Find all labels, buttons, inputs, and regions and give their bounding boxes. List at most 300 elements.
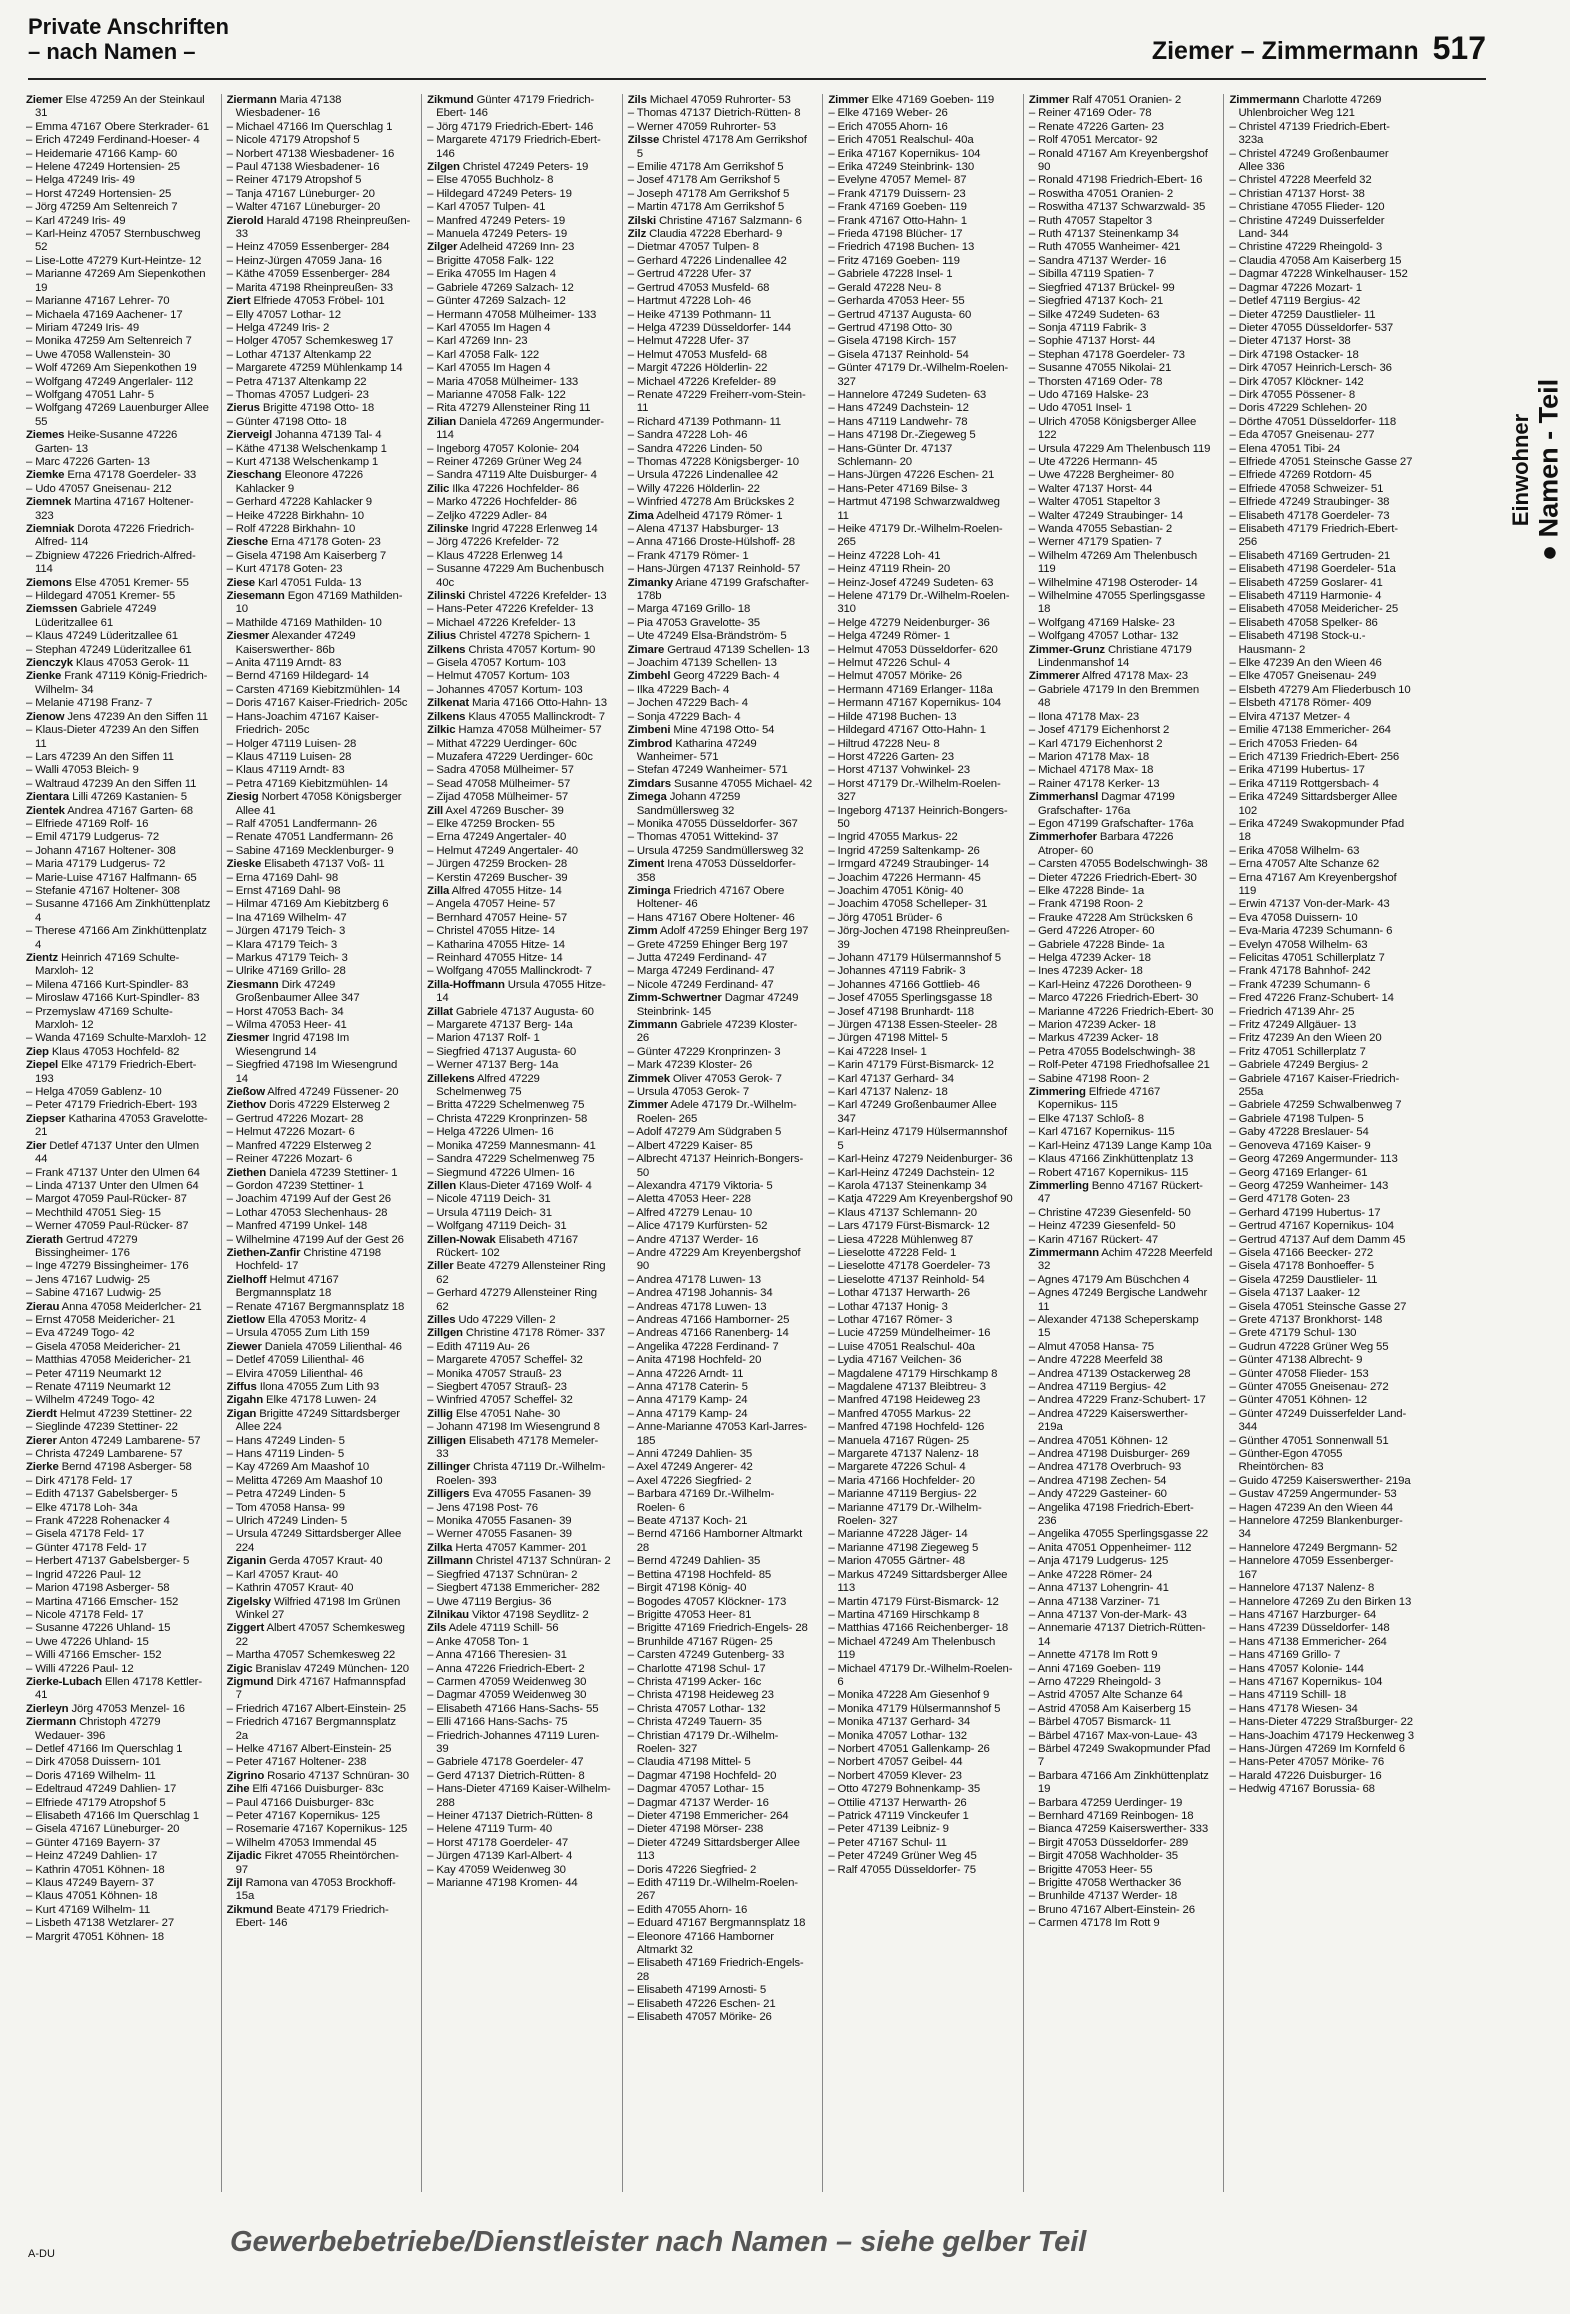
listing-entry: – Siegfried 47137 Schnüran- 2 — [427, 1568, 578, 1581]
listing-column — [221, 94, 412, 2192]
listing-entry: – Michael 47166 Im Querschlag 1 — [226, 120, 393, 133]
listing-entry: – Horst 47226 Garten- 23 — [828, 750, 954, 763]
listing-entry: – Stefan 47249 Wanheimer- 571 — [627, 764, 788, 777]
listing-entry: – Georg 47269 Angermunder- 113 — [1229, 1153, 1398, 1166]
listing-entry: – Karl 47055 Im Hagen 4 — [427, 321, 551, 334]
listing-entry: – Anna 47137 Von-der-Mark- 43 — [1028, 1608, 1187, 1621]
listing-entry: – Hans 47119 Linden- 5 — [226, 1448, 345, 1461]
listing-entry: – Johannes 47119 Fabrik- 3 — [828, 965, 966, 978]
listing-entry: – Rosemarie 47167 Kopernikus- 125 — [226, 1823, 408, 1836]
listing-entry: – Georg 47169 Erlanger- 61 — [1229, 1166, 1368, 1179]
listing-entry: – Marko 47226 Hochfelder- 86 — [427, 496, 577, 509]
listing-entry: Zilligers Eva 47055 Fasanen- 39 — [427, 1488, 591, 1501]
listing-entry: – Hans-Jürgen 47226 Eschen- 21 — [828, 469, 995, 482]
listing-entry: – Christine 47239 Giesenfeld- 50 — [1028, 1206, 1191, 1219]
listing-entry: – Wilhelmine 47055 Sperlingsgasse 18 — [1028, 590, 1206, 616]
listing-entry: – Wolfgang 47119 Deich- 31 — [427, 1220, 567, 1233]
listing-entry: Ziewer Daniela 47059 Lilienthal- 46 — [226, 1340, 402, 1353]
listing-entry: – Adolf 47279 Am Südgraben 5 — [627, 1126, 782, 1139]
listing-entry: – Bernd 47166 Hamborner Altmarkt 28 — [627, 1528, 803, 1554]
listing-entry: – Johann 47179 Hülsermannshof 5 — [828, 952, 1001, 964]
listing-entry: – Karin 47167 Rückert- 47 — [1028, 1233, 1159, 1246]
listing-entry: – Sibilla 47119 Spatien- 7 — [1028, 268, 1154, 281]
listing-entry: – Holger 47057 Schemkesweg 17 — [226, 335, 394, 348]
listing-entry: – Eva 47058 Duissern- 10 — [1229, 911, 1358, 924]
listing-entry: – Ruth 47137 Steinenkamp 34 — [1028, 228, 1179, 241]
listing-entry: – Anna 47179 Kamp- 24 — [627, 1394, 748, 1407]
listing-entry: – Dirk 47178 Feld- 17 — [26, 1474, 133, 1487]
listing-entry: – Rolf-Peter 47198 Friedhofsallee 21 — [1028, 1059, 1210, 1072]
side-tab-line-2: ● Namen - Teil — [1533, 378, 1564, 562]
listing-entry: – Hannelore 47059 Essenberger- 167 — [1229, 1555, 1394, 1581]
listing-entry: – Siegbert 47138 Emmericher- 282 — [427, 1582, 600, 1595]
listing-entry: – Helmut 47057 Mörike- 26 — [828, 670, 962, 683]
listing-entry: – Nicole 47119 Deich- 31 — [427, 1193, 551, 1206]
listing-entry: Ziemniak Dorota 47226 Friedrich-Alfred- 114 — [26, 523, 195, 549]
listing-entry: – Elke 47178 Loh- 34a — [26, 1501, 138, 1514]
listing-entry: – Ursula 47249 Sittardsberger Allee 224 — [226, 1528, 402, 1554]
listing-entry: Ziesmer Ingrid 47198 Im Wiesengrund 14 — [226, 1032, 350, 1058]
listing-entry: – Norbert 47138 Wiesbadener- 16 — [226, 147, 395, 160]
listing-entry: – Manfred 47055 Markus- 22 — [828, 1407, 971, 1420]
listing-entry: – Paul 47166 Duisburger- 83c — [226, 1796, 374, 1809]
listing-entry: – Emilie 47138 Emmericher- 264 — [1229, 724, 1391, 737]
listing-entry: – Andrea 47229 Kaiserswerther- 219a — [1028, 1407, 1188, 1434]
listing-entry: – Ute 47226 Hermann- 45 — [1028, 455, 1158, 468]
listing-entry: – Carsten 47169 Kiebitzmühlen- 14 — [226, 683, 401, 696]
listing-entry: – Ingrid 47055 Markus- 22 — [828, 831, 958, 844]
listing-entry: – Katja 47229 Am Kreyenbergshof 90 — [828, 1193, 1013, 1206]
listing-entry: – Kurt 47138 Welschenkamp 1 — [226, 455, 379, 468]
listing-entry: Zilz Claudia 47228 Eberhard- 9 — [627, 228, 783, 241]
listing-entry: – Johann 47167 Holtener- 308 — [26, 844, 176, 857]
listing-entry: – Brunhilde 47167 Rügen- 25 — [627, 1635, 773, 1648]
listing-entry: – Ingeborg 47057 Kolonie- 204 — [427, 442, 580, 455]
listing-entry: – Gisela 47058 Meidericher- 21 — [26, 1340, 181, 1353]
listing-entry: – Günter 47229 Kronprinzen- 3 — [627, 1045, 781, 1058]
listing-entry: – Monika 47055 Fasanen- 39 — [427, 1515, 572, 1528]
listing-entry: – Helga 47239 Acker- 18 — [1028, 952, 1151, 964]
listing-entry: – Karin 47179 Fürst-Bismarck- 12 — [828, 1059, 994, 1072]
listing-entry: – Friedrich-Johannes 47119 Luren- 39 — [427, 1729, 600, 1755]
listing-entry: – Sabine 47198 Roon- 2 — [1028, 1072, 1150, 1085]
listing-entry: – Bärbel 47249 Swakopmunder Pfad 7 — [1028, 1742, 1211, 1769]
listing-entry: – Sophie 47137 Horst- 44 — [1028, 335, 1156, 348]
listing-entry: – Horst 47179 Dr.-Wilhelm-Roelen- 327 — [828, 777, 1001, 804]
listing-entry: – Alena 47137 Habsburger- 13 — [627, 523, 779, 535]
listing-entry: – Ines 47239 Acker- 18 — [1028, 965, 1143, 978]
listing-entry: – Karl-Heinz 47057 Sternbuschweg 52 — [26, 228, 201, 254]
listing-entry: – Petra 47249 Linden- 5 — [226, 1488, 346, 1501]
listing-entry: Zillat Gabriele 47137 Augusta- 60 — [427, 1005, 594, 1018]
listing-entry: – Elfriede 47169 Rolf- 16 — [26, 817, 149, 830]
listing-entry: – Hannelore 47259 Blankenburger- 34 — [1229, 1515, 1403, 1541]
listing-entry: – Gisela 47198 Kirch- 157 — [828, 335, 957, 348]
listing-entry: – Martha 47057 Schemkesweg 22 — [226, 1649, 396, 1662]
listing-entry: – Hans 47057 Kolonie- 144 — [1229, 1662, 1364, 1675]
listing-entry: – Helga 47239 Düsseldorfer- 144 — [627, 321, 791, 334]
listing-entry: – Andreas 47166 Hamborner- 25 — [627, 1313, 790, 1326]
listing-entry: – Mechthild 47051 Sieg- 15 — [26, 1206, 161, 1219]
listing-entry: – Lothar 47053 Slechenhaus- 28 — [226, 1206, 388, 1219]
listing-entry: – Margarete 47057 Scheffel- 32 — [427, 1354, 583, 1367]
listing-entry: – Erna 47057 Alte Schanze 62 — [1229, 858, 1380, 871]
listing-entry: – Frank 47169 Goeben- 119 — [828, 201, 967, 214]
listing-entry: – Dieter 47198 Emmericher- 264 — [627, 1810, 789, 1822]
listing-entry: – Gabriele 47269 Salzach- 12 — [427, 281, 574, 294]
listing-entry: – Frank 47179 Duissern- 23 — [828, 187, 966, 200]
listing-entry: – Anita 47051 Oppenheimer- 112 — [1028, 1541, 1192, 1554]
listing-entry: Zientek Andrea 47167 Garten- 68 — [26, 804, 193, 817]
listing-entry: – Richard 47139 Pothmann- 11 — [627, 415, 781, 428]
listing-entry: – Gerhard 47199 Hubertus- 17 — [1229, 1206, 1381, 1219]
listing-entry: Zikmund Günter 47179 Friedrich-Ebert- 146 — [427, 94, 595, 120]
listing-entry: – Manfred 47249 Peters- 19 — [427, 214, 566, 227]
listing-entry: Zimbehl Georg 47229 Bach- 4 — [627, 670, 780, 683]
listing-entry: – Michael 47226 Krefelder- 89 — [627, 375, 776, 388]
listing-entry: – Lieselotte 47228 Feld- 1 — [828, 1246, 957, 1259]
listing-entry: Zijadic Fikret 47055 Rheintörchen- 97 — [226, 1850, 399, 1876]
listing-entry: – Katharina 47055 Hitze- 14 — [427, 938, 565, 951]
listing-entry: – Erna 47167 Am Kreyenbergshof 119 — [1229, 871, 1397, 897]
listing-entry: Zillgen Christine 47178 Römer- 337 — [427, 1327, 606, 1340]
listing-entry: Zimbrod Katharina 47249 Wanheimer- 571 — [627, 737, 757, 763]
listing-entry: – Klaus 47137 Schlemann- 20 — [828, 1206, 977, 1219]
listing-entry: – Albert 47229 Kaiser- 85 — [627, 1139, 753, 1152]
listing-entry: Zigmund Dirk 47167 Hafmannspfad 7 — [226, 1675, 406, 1702]
listing-entry: – Lothar 47167 Römer- 3 — [828, 1313, 953, 1326]
listing-entry: Zießow Alfred 47249 Füssener- 20 — [226, 1086, 399, 1099]
listing-entry: – Dieter 47226 Friedrich-Ebert- 30 — [1028, 871, 1197, 884]
listing-entry: – Anna 47137 Lohengrin- 41 — [1028, 1582, 1169, 1595]
listing-entry: – Guido 47259 Kaiserswerther- 219a — [1229, 1474, 1411, 1487]
listing-entry: – Christiane 47055 Flieder- 120 — [1229, 201, 1385, 214]
listing-entry: – Peter 47139 Leibniz- 9 — [828, 1823, 949, 1836]
listing-entry: Zientz Heinrich 47169 Schulte-Marxloh- 12 — [26, 952, 180, 978]
listing-entry: – Wolfgang 47249 Angerlaler- 112 — [26, 375, 194, 388]
header-line-1: Private Anschriften — [28, 14, 229, 39]
listing-entry: – Gisela 47178 Bonhoeffer- 5 — [1229, 1260, 1374, 1273]
listing-entry: – Marion 47055 Gärtner- 48 — [828, 1555, 965, 1568]
listing-entry: – Manuela 47249 Peters- 19 — [427, 228, 568, 241]
listing-entry: – Manfred 47229 Elsterweg 2 — [226, 1139, 372, 1152]
listing-entry: – Erika 47055 Im Hagen 4 — [427, 268, 556, 281]
listing-entry: – Winfried 47278 Am Brückskes 2 — [627, 496, 795, 509]
listing-entry: – Klaus 47249 Bayern- 37 — [26, 1877, 155, 1890]
listing-entry: – Ursula 47259 Sandmüllersweg 32 — [627, 844, 804, 857]
listing-entry: Zierau Anna 47058 Meiderlcher- 21 — [26, 1300, 202, 1313]
listing-entry: – Kerstin 47269 Buscher- 39 — [427, 871, 568, 884]
listing-entry: – Pia 47053 Gravelotte- 35 — [627, 616, 760, 629]
listing-entry: – Margarete 47259 Mühlenkamp 14 — [226, 362, 403, 375]
listing-entry: – Jürgen 47259 Brocken- 28 — [427, 858, 568, 871]
listing-entry: – Nicole 47178 Feld- 17 — [26, 1608, 144, 1621]
listing-entry: – Hans-Peter 47169 Bilse- 3 — [828, 482, 968, 495]
listing-entry: – Gerharda 47053 Heer- 55 — [828, 295, 965, 308]
listing-entry: Zilkens Christa 47057 Kortum- 90 — [427, 643, 596, 656]
listing-entry: Zillinger Christa 47119 Dr.-Wilhelm-Roelen- 393 — [427, 1461, 606, 1487]
listing-entry: – Christel 47249 Großenbaumer Allee 336 — [1229, 147, 1389, 174]
listing-entry: – Eduard 47167 Bergmannsplatz 18 — [627, 1917, 806, 1930]
listing-entry: – Dieter 47055 Düsseldorfer- 537 — [1229, 321, 1394, 334]
listing-entry: – Bernhard 47169 Reinbogen- 18 — [1028, 1810, 1194, 1822]
listing-entry: – Andrea 47198 Zechen- 54 — [1028, 1474, 1167, 1487]
listing-entry: – Lothar 47137 Herwarth- 26 — [828, 1287, 970, 1300]
listing-entry: – Erika 47058 Wilhelm- 63 — [1229, 844, 1360, 857]
listing-entry: – Jutta 47249 Ferdinand- 47 — [627, 952, 767, 964]
listing-entry: – Marion 47178 Max- 18 — [1028, 750, 1150, 763]
listing-entry: – Siegmund 47226 Ulmen- 16 — [427, 1166, 575, 1179]
listing-entry: – Reiner 47269 Grüner Weg 24 — [427, 455, 582, 468]
listing-entry: – Lothar 47137 Altenkamp 22 — [226, 348, 372, 361]
listing-entry: – Doris 47169 Wilhelm- 11 — [26, 1769, 156, 1782]
listing-entry: – Karl 47249 Iris- 49 — [26, 214, 126, 227]
listing-entry: Zillig Else 47051 Nahe- 30 — [427, 1407, 561, 1420]
listing-entry: – Klaus-Dieter 47239 An den Siffen 11 — [26, 724, 199, 750]
listing-entry: – Andre 47229 Am Kreyenbergshof 90 — [627, 1246, 801, 1273]
listing-entry: – Grete 47179 Schul- 130 — [1229, 1327, 1357, 1340]
listing-entry: – Bettina 47198 Hochfeld- 85 — [627, 1568, 772, 1581]
listing-entry: – Marianne 47119 Bergius- 22 — [828, 1488, 977, 1501]
listing-entry: – Patrick 47119 Vinckeufer 1 — [828, 1810, 969, 1822]
listing-entry: – Angela 47057 Heine- 57 — [427, 898, 556, 911]
listing-entry: – Renate 47226 Garten- 23 — [1028, 120, 1164, 133]
listing-entry: – Dieter 47198 Mörser- 238 — [627, 1823, 764, 1836]
listing-entry: – Udo 47057 Gneisenau- 212 — [26, 482, 172, 495]
listing-entry: – Günter 47179 Dr.-Wilhelm-Roelen- 327 — [828, 362, 1009, 388]
listing-entry: – Christian 47179 Dr.-Wilhelm-Roelen- 327 — [627, 1729, 779, 1755]
listing-entry: – Elfriede 47051 Steinsche Gasse 27 — [1229, 455, 1413, 468]
listing-entry: – Uwe 47119 Bergius- 36 — [427, 1595, 552, 1608]
listing-entry: – Andrea 47178 Overbruch- 93 — [1028, 1461, 1182, 1474]
listing-entry: – Wolf 47269 Am Siepenkothen 19 — [26, 362, 197, 375]
listing-entry: – Günter 47178 Feld- 17 — [26, 1541, 147, 1554]
listing-entry: – Mark 47239 Kloster- 26 — [627, 1059, 753, 1072]
listing-entry: – Werner 47059 Ruhrorter- 53 — [627, 120, 776, 133]
listing-entry: Zilkens Klaus 47055 Mallinckrodt- 7 — [427, 710, 605, 723]
listing-entry: Zielhoff Helmut 47167 Bergmannsplatz 18 — [226, 1273, 339, 1300]
listing-entry: – Gabriele 47259 Schwalbenweg 7 — [1229, 1099, 1402, 1112]
listing-entry: – Elisabeth 47198 Stock-u.-Hausmann- 2 — [1229, 630, 1366, 656]
listing-entry: Zimmer Adele 47179 Dr.-Wilhelm-Roelen- 265 — [627, 1099, 797, 1125]
listing-entry: – Wilhelm 47249 Togo- 42 — [26, 1394, 155, 1407]
listing-entry: – Helmut 47228 Ufer- 37 — [627, 335, 750, 348]
listing-entry: – Lydia 47167 Veilchen- 36 — [828, 1354, 962, 1367]
listing-entry: Zienow Jens 47239 An den Siffen 11 — [26, 710, 208, 723]
listing-entry: – Uwe 47226 Uhland- 15 — [26, 1635, 149, 1648]
listing-entry: – Elisabeth 47166 Im Querschlag 1 — [26, 1810, 199, 1822]
listing-entry: – Bernd 47249 Dahlien- 35 — [627, 1555, 761, 1568]
listing-entry: – Hartmut 47198 Schwarzwaldweg 11 — [828, 496, 1000, 522]
listing-entry: – Elisabeth 47119 Harmonie- 4 — [1229, 590, 1382, 603]
listing-entry: Ziment Irena 47053 Düsseldorfer- 358 — [627, 858, 796, 884]
listing-entry: – Maria 47166 Hochfelder- 20 — [828, 1474, 975, 1487]
listing-entry: – Helke 47167 Albert-Einstein- 25 — [226, 1742, 392, 1755]
listing-entry: – Werner 47055 Fasanen- 39 — [427, 1528, 572, 1541]
listing-entry: – Norbert 47059 Klever- 23 — [828, 1769, 962, 1782]
listing-entry: – Elvira 47059 Lilienthal- 46 — [226, 1367, 363, 1380]
listing-entry: – Helge 47279 Neidenburger- 36 — [828, 616, 990, 629]
listing-entry: – Emilie 47178 Am Gerrikshof 5 — [627, 161, 784, 174]
listing-entry: – Zbigniew 47226 Friedrich-Alfred- 114 — [26, 549, 196, 576]
listing-entry: – Klara 47179 Teich- 3 — [226, 938, 338, 951]
listing-entry: – Inge 47279 Bissingheimer- 176 — [26, 1260, 189, 1273]
listing-entry: – Matthias 47058 Meidericher- 21 — [26, 1354, 191, 1367]
listing-entry: – Brigitte 47169 Friedrich-Engels- 28 — [627, 1622, 808, 1635]
listing-entry: – Siegfried 47137 Brückel- 99 — [1028, 281, 1175, 294]
listing-entry: – Marco 47226 Friedrich-Ebert- 30 — [1028, 992, 1199, 1005]
listing-entry: – Doris 47167 Kaiser-Friedrich- 205c — [226, 697, 408, 710]
listing-entry: – Robert 47167 Kopernikus- 115 — [1028, 1166, 1189, 1179]
listing-entry: – Helga 47249 Römer- 1 — [828, 630, 950, 643]
listing-entry: – Andrea 47198 Johannis- 34 — [627, 1287, 773, 1300]
listing-entry: – Przemyslaw 47169 Schulte-Marxloh- 12 — [26, 1005, 173, 1032]
listing-entry: – Susanne 47226 Uhland- 15 — [26, 1622, 171, 1635]
listing-entry: – Frauke 47228 Am Strücksken 6 — [1028, 911, 1193, 924]
listing-entry: – Norbert 47051 Gallenkamp- 26 — [828, 1742, 990, 1755]
listing-entry: Zierath Gertrud 47279 Bissingheimer- 176 — [26, 1233, 138, 1259]
listing-entry: – Sandra 47226 Linden- 50 — [627, 442, 763, 455]
listing-entry: – Irmgard 47249 Straubinger- 14 — [828, 858, 989, 871]
listing-entry: – Sonja 47229 Bach- 4 — [627, 710, 741, 723]
listing-entry: Zigahn Elke 47178 Luwen- 24 — [226, 1394, 377, 1407]
listing-entry: – Roswitha 47137 Schwarzwald- 35 — [1028, 201, 1206, 214]
listing-entry: – Karl 47057 Tulpen- 41 — [427, 201, 546, 214]
listing-entry: – Dirk 47057 Klöckner- 142 — [1229, 375, 1364, 388]
listing-entry: – Gabriele 47198 Tulpen- 5 — [1229, 1112, 1364, 1125]
listing-entry: – Sabine 47167 Ludwig- 25 — [26, 1287, 161, 1300]
listing-entry: – Elly 47057 Lothar- 12 — [226, 308, 341, 321]
listing-entry: – Johann 47198 Im Wiesengrund 8 — [427, 1421, 600, 1434]
listing-entry: – Dirk 47058 Duissern- 101 — [26, 1756, 161, 1769]
listing-entry: – Frank 47228 Rohenacker 4 — [26, 1515, 170, 1528]
listing-entry: – Erika 47249 Sittardsberger Allee 102 — [1229, 791, 1398, 817]
listing-entry: Zimmann Gabriele 47239 Kloster- 26 — [627, 1019, 798, 1045]
listing-entry: – Brigitte 47058 Falk- 122 — [427, 254, 554, 267]
listing-entry: Ziese Karl 47051 Fulda- 13 — [226, 576, 362, 589]
listing-entry: – Axel 47226 Siegfried- 2 — [627, 1474, 752, 1487]
listing-entry: – Peter 47179 Friedrich-Ebert- 193 — [26, 1099, 197, 1112]
listing-entry: – Markus 47239 Acker- 18 — [1028, 1032, 1159, 1045]
listing-entry: – Andrea 47139 Ostackerweg 28 — [1028, 1367, 1191, 1380]
listing-entry: – Marianne 47058 Falk- 122 — [427, 388, 566, 401]
listing-entry: – Hermann 47169 Erlanger- 118a — [828, 683, 993, 696]
listing-entry: – Andre 47228 Meerfeld 38 — [1028, 1354, 1163, 1367]
listing-entry: – Ernst 47058 Meidericher- 21 — [26, 1313, 175, 1326]
listing-entry: Ziffus Ilona 47055 Zum Lith 93 — [226, 1381, 380, 1393]
listing-entry: – Egon 47199 Grafschafter- 176a — [1028, 817, 1194, 830]
listing-column — [421, 94, 612, 2192]
listing-entry: – Christel 47055 Hitze- 14 — [427, 925, 555, 938]
listing-entry: Ziemes Heike-Susanne 47226 Garten- 13 — [26, 429, 178, 455]
listing-entry: Zilla Alfred 47055 Hitze- 14 — [427, 884, 562, 897]
listing-entry: – Klaus 47119 Arndt- 83 — [226, 764, 345, 777]
listing-entry: Zienke Frank 47119 König-Friedrich-Wilhelm- 34 — [26, 670, 208, 696]
listing-entry: – Jens 47167 Ludwig- 25 — [26, 1273, 150, 1286]
listing-entry: Zillen Klaus-Dieter 47169 Wolf- 4 — [427, 1179, 592, 1192]
listing-entry: – Lieselotte 47178 Goerdeler- 73 — [828, 1260, 991, 1273]
listing-entry: – Erika 47119 Rottgersbach- 4 — [1229, 777, 1379, 790]
listing-entry: – Margarete 47179 Friedrich-Ebert- 146 — [427, 134, 601, 160]
listing-entry: – Frank 47167 Otto-Hahn- 1 — [828, 214, 967, 227]
listing-entry: – Peter 47167 Schul- 11 — [828, 1836, 947, 1849]
listing-entry: – Frank 47178 Bahnhof- 242 — [1229, 965, 1371, 978]
listing-entry: – Hermann 47058 Mülheimer- 133 — [427, 308, 597, 321]
listing-entry: Zillekens Alfred 47229 Schelmenweg 75 — [427, 1072, 540, 1099]
listing-entry: – Michael 47249 Am Thelenbusch 119 — [828, 1635, 996, 1662]
listing-entry: – Käthe 47059 Essenberger- 284 — [226, 268, 390, 281]
listing-entry: – Karl 47055 Im Hagen 4 — [427, 362, 551, 375]
listing-entry: – Jörg 47226 Krefelder- 72 — [427, 536, 559, 549]
listing-entry: – Reiner 47169 Oder- 78 — [1028, 107, 1152, 120]
listing-entry: – Almut 47058 Hansa- 75 — [1028, 1340, 1154, 1353]
listing-entry: Ziesemann Egon 47169 Mathilden- 10 — [226, 590, 403, 616]
listing-entry: – Gudrun 47228 Grüner Weg 55 — [1229, 1340, 1389, 1353]
listing-entry: – Detlef 47166 Im Querschlag 1 — [26, 1742, 183, 1755]
listing-entry: – Renate 47167 Bergmannsplatz 18 — [226, 1300, 405, 1313]
listing-entry: Zilinske Ingrid 47228 Erlenweg 14 — [427, 523, 598, 535]
listing-entry: – Doris 47226 Siegfried- 2 — [627, 1863, 757, 1876]
listing-entry: Zierleyn Jörg 47053 Menzel- 16 — [26, 1702, 185, 1715]
listing-entry: – Marion 47198 Asberger- 58 — [26, 1582, 170, 1595]
listing-entry: – Ronald 47167 Am Kreyenbergshof 90 — [1028, 147, 1208, 174]
listing-entry: – Andrea 47229 Franz-Schubert- 17 — [1028, 1394, 1206, 1407]
listing-entry: – Sead 47058 Mülheimer- 57 — [427, 777, 571, 790]
listing-column — [26, 94, 211, 2192]
listing-entry: – Helene 47179 Dr.-Wilhelm-Roelen- 310 — [828, 590, 1010, 616]
listing-entry: – Gabriele 47179 In den Bremmen 48 — [1028, 683, 1200, 710]
listing-entry: Zimmering Elfriede 47167 Kopernikus- 115 — [1028, 1086, 1161, 1112]
listing-entry: – Jürgen 47138 Essen-Steeler- 28 — [828, 1019, 998, 1032]
listing-entry: – Monika 47057 Lothar- 132 — [828, 1729, 967, 1742]
listing-entry: – Gaby 47228 Breslauer- 54 — [1229, 1126, 1369, 1139]
listing-entry: – Gisela 47259 Daustlieler- 11 — [1229, 1273, 1378, 1286]
listing-entry: – Klaus 47119 Luisen- 28 — [226, 750, 352, 763]
listing-entry: – Tanja 47167 Lüneburger- 20 — [226, 187, 375, 200]
listing-entry: – Anja 47179 Ludgerus- 125 — [1028, 1555, 1169, 1568]
listing-entry: – Günter 47055 Gneisenau- 272 — [1229, 1381, 1389, 1393]
listing-entry: – Marion 47137 Rolf- 1 — [427, 1032, 540, 1045]
listing-entry: – Gabriele 47178 Goerdeler- 47 — [427, 1756, 584, 1769]
listing-entry: – Hans-Peter 47226 Krefelder- 13 — [427, 603, 594, 616]
listing-entry: – Claudia 47198 Mittel- 5 — [627, 1756, 751, 1769]
listing-entry: – Harald 47226 Duisburger- 16 — [1229, 1769, 1382, 1782]
footer-code: A-DU — [28, 2248, 55, 2260]
listing-entry: – Dieter 47249 Sittardsberger Allee 113 — [627, 1836, 800, 1863]
listing-entry: – Joachim 47058 Schelleper- 31 — [828, 898, 988, 911]
listing-entry: – Susanne 47055 Nikolai- 21 — [1028, 362, 1172, 375]
listing-entry: – Joachim 47139 Schellen- 13 — [627, 657, 777, 670]
listing-entry: – Sandra 47137 Werder- 16 — [1028, 254, 1167, 267]
listing-entry: – Tom 47058 Hansa- 99 — [226, 1501, 345, 1514]
listing-entry: – Thorsten 47169 Oder- 78 — [1028, 375, 1163, 388]
listing-entry: – Martin 47179 Fürst-Bismarck- 12 — [828, 1595, 999, 1608]
listing-entry: Zientara Lilli 47269 Kastanien- 5 — [26, 791, 187, 804]
listing-entry: – Ilona 47178 Max- 23 — [1028, 710, 1140, 723]
listing-entry: Ziller Beate 47279 Allensteiner Ring 62 — [427, 1260, 606, 1286]
side-tab — [1504, 320, 1566, 620]
listing-entry: – Thomas 47137 Dietrich-Rütten- 8 — [627, 107, 801, 120]
listing-entry: – Brigitte 47058 Werthacker 36 — [1028, 1877, 1182, 1890]
listing-columns — [26, 94, 1414, 2192]
listing-entry: – Erika 47249 Swakopmunder Pfad 18 — [1229, 817, 1405, 844]
listing-entry: – Karl 47058 Falk- 122 — [427, 348, 540, 361]
listing-entry: – Gisela 47057 Kortum- 103 — [427, 657, 566, 670]
listing-column — [822, 94, 1013, 2192]
listing-entry: – Martin 47178 Am Gerrikshof 5 — [627, 201, 785, 214]
listing-entry: – Wilhelmine 47198 Osteroder- 14 — [1028, 576, 1198, 589]
listing-entry: – Kathrin 47051 Köhnen- 18 — [26, 1863, 165, 1876]
